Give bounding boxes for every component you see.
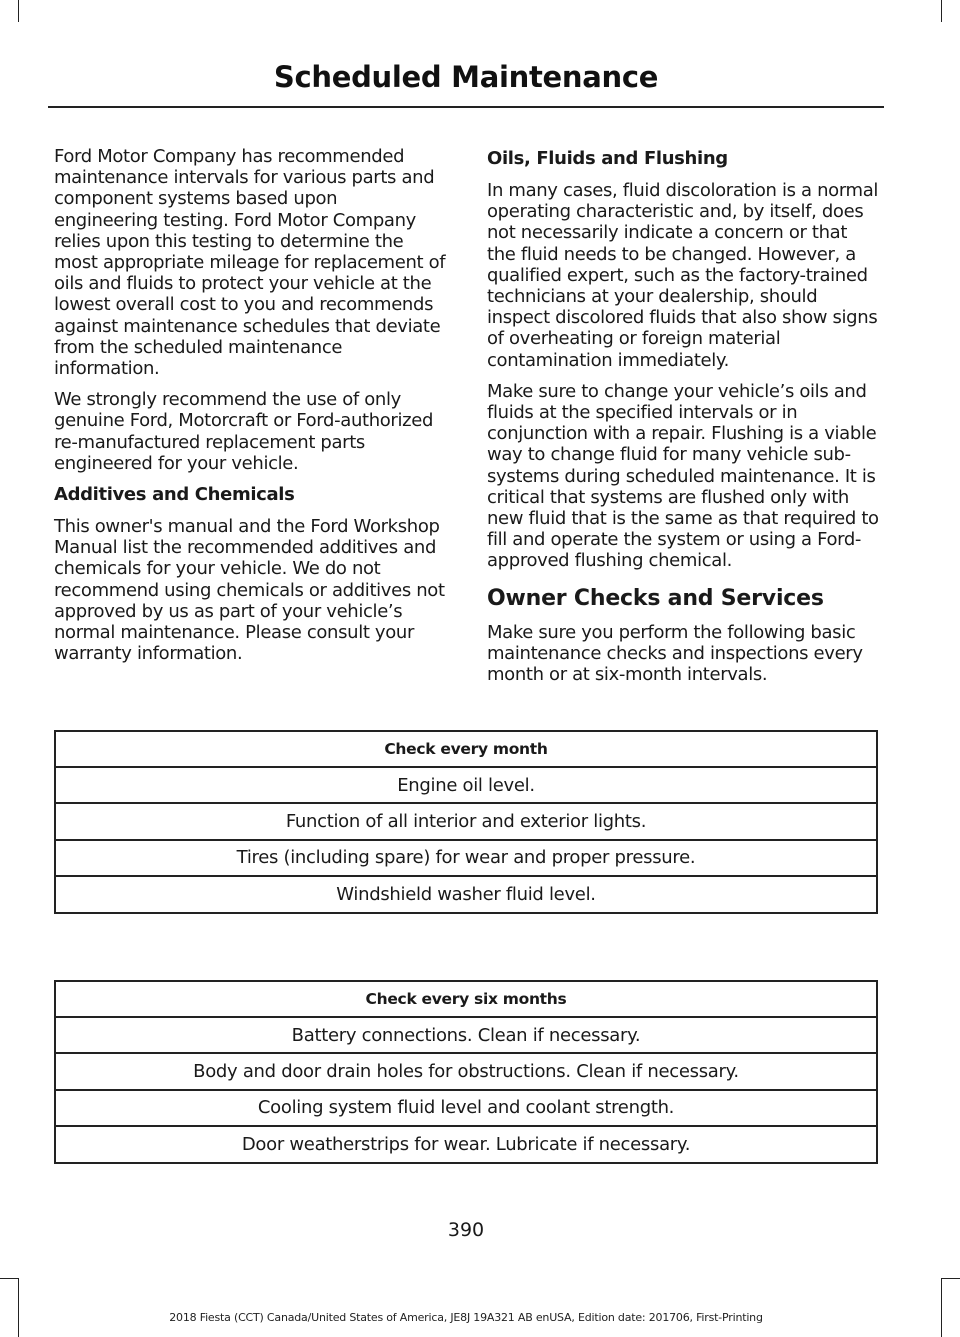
table-row bbox=[55, 1090, 877, 1126]
crop-mark bbox=[941, 0, 942, 22]
page-number: 390 bbox=[447, 1219, 485, 1241]
table-row bbox=[55, 803, 877, 839]
additives-paragraph: This owner's manual and the Ford Workshop Manual list the recommended additives and chemicals for your vehicle. We do not recommend using chemicals or additives not approved by us as part of your vehicle’s normal maintenance. Please consult your warranty information. bbox=[54, 516, 445, 665]
left-column bbox=[54, 146, 446, 674]
table-row bbox=[55, 840, 877, 876]
table-row bbox=[55, 1053, 877, 1089]
crop-mark bbox=[18, 0, 19, 22]
table-row bbox=[55, 1126, 877, 1162]
crop-mark bbox=[941, 1278, 942, 1337]
oils-heading: Oils, Fluids and Flushing bbox=[487, 148, 728, 169]
table-cell: Tires (including spare) for wear and proper pressure. bbox=[55, 840, 877, 876]
page-title: Scheduled Maintenance bbox=[273, 60, 659, 94]
footer-edition-info: 2018 Fiesta (CCT) Canada/United States of America, JE8J 19A321 AB enUSA, Edition date: 201706, First-Printing bbox=[169, 1311, 763, 1324]
discoloration-paragraph: In many cases, fluid discoloration is a normal operating characteristic and, by itself, does not necessarily indicate a concern or that the fluid needs to be changed. However, a qualified expert, such as the factory-trained technicians at your dealership, should inspect discolored fluids that also show signs of overheating or foreign material contamination immediately. bbox=[487, 180, 879, 371]
table-cell: Function of all interior and exterior lights. bbox=[55, 803, 877, 839]
table-cell: Door weatherstrips for wear. Lubricate if necessary. bbox=[55, 1126, 877, 1162]
parts-paragraph: We strongly recommend the use of only genuine Ford, Motorcraft or Ford-authorized re-manufactured replacement parts engineered for your vehicle. bbox=[54, 389, 434, 474]
table-header: Check every month bbox=[55, 731, 877, 767]
owner-checks-paragraph: Make sure you perform the following basic maintenance checks and inspections every month or at six-month intervals. bbox=[487, 621, 863, 686]
right-column bbox=[487, 146, 879, 695]
additives-heading: Additives and Chemicals bbox=[54, 484, 295, 506]
table-header: Check every six months bbox=[55, 981, 877, 1017]
table-cell: Engine oil level. bbox=[55, 767, 877, 803]
monthly-checks-table bbox=[54, 730, 878, 914]
flushing-paragraph: Make sure to change your vehicle’s oils and fluids at the specified intervals or in conjunction with a repair. Flushing is a viable way to change fluid for many vehicle sub-systems during scheduled maintenance. It is critical that systems are flushed only with new fluid that is the same as that required to fill and operate the system or using a Ford-approved flushing chemical. bbox=[487, 380, 879, 572]
crop-mark bbox=[0, 1278, 18, 1279]
intro-paragraph: Ford Motor Company has recommended maintenance intervals for various parts and component systems based upon engineering testing. Ford Motor Company relies upon this testing to determine the most appropriate mileage for replacement of oils and fluids to protect your vehicle at the lowest overall cost to you and recommends against maintenance schedules that deviate from the scheduled maintenance information. bbox=[54, 146, 446, 380]
table-row bbox=[55, 876, 877, 912]
table-cell: Cooling system fluid level and coolant strength. bbox=[55, 1090, 877, 1126]
table-row bbox=[55, 1017, 877, 1053]
crop-mark bbox=[941, 1278, 960, 1279]
table-cell: Windshield washer fluid level. bbox=[55, 876, 877, 912]
table-cell: Body and door drain holes for obstructions. Clean if necessary. bbox=[55, 1053, 877, 1089]
table-cell: Battery connections. Clean if necessary. bbox=[55, 1017, 877, 1053]
crop-mark bbox=[18, 1278, 19, 1337]
table-row bbox=[55, 767, 877, 803]
six-month-checks-table bbox=[54, 980, 878, 1164]
owner-checks-heading: Owner Checks and Services bbox=[487, 585, 824, 611]
header-divider bbox=[48, 106, 884, 108]
